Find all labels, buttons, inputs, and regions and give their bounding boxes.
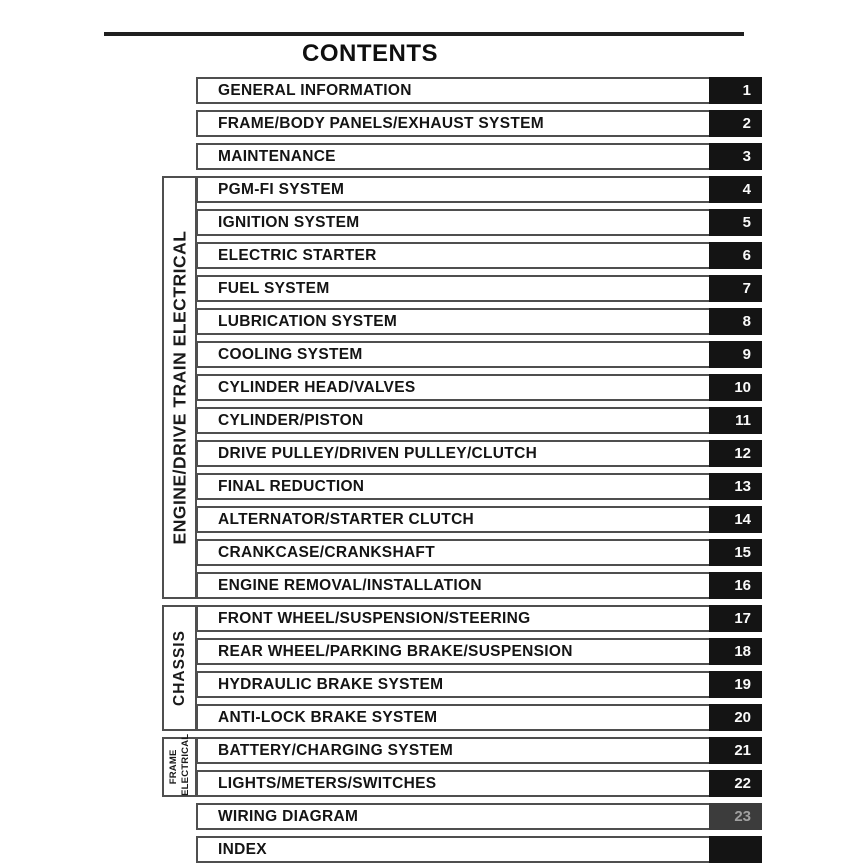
group-label-frame-electrical: FRAME ELECTRICAL [167,733,191,796]
chapter-title: IGNITION SYSTEM [218,213,360,231]
chapter-number-badge: 19 [709,671,762,698]
toc-row-12 [196,440,762,467]
chapter-number-badge: 5 [709,209,762,236]
group-bracket-frame-electrical [162,733,197,797]
toc-row-6 [196,242,762,269]
chapter-title: BATTERY/CHARGING SYSTEM [218,741,454,759]
chapter-number-badge: 23 [709,803,762,830]
chapter-number-badge: 20 [709,704,762,731]
chapter-title: ENGINE REMOVAL/INSTALLATION [218,576,482,594]
chapter-title: MAINTENANCE [218,147,336,165]
toc-row-22 [196,770,762,797]
toc-row-23 [196,803,762,830]
toc-row-5 [196,209,762,236]
chapter-title: LUBRICATION SYSTEM [218,312,398,330]
chapter-title: ALTERNATOR/STARTER CLUTCH [218,510,475,528]
chapter-number-badge: 3 [709,143,762,170]
chapter-title: GENERAL INFORMATION [218,81,412,99]
toc-row-16 [196,572,762,599]
toc-row-index [196,836,762,863]
chapter-number-badge: 22 [709,770,762,797]
chapter-number-badge: 13 [709,473,762,500]
group-bracket-engine-drive-train-electrical [162,176,197,599]
chapter-title: COOLING SYSTEM [218,345,363,363]
toc-row-11 [196,407,762,434]
toc-row-4 [196,176,762,203]
chapter-number-badge: 7 [709,275,762,302]
chapter-title: DRIVE PULLEY/DRIVEN PULLEY/CLUTCH [218,444,538,462]
chapter-number-badge: 1 [709,77,762,104]
chapter-number-badge: 16 [709,572,762,599]
chapter-title: FRONT WHEEL/SUSPENSION/STEERING [218,609,531,627]
chapter-title: REAR WHEEL/PARKING BRAKE/SUSPENSION [218,642,573,660]
chapter-title: CYLINDER HEAD/VALVES [218,378,416,396]
chapter-title: INDEX [218,840,267,858]
group-bracket-chassis [162,605,197,731]
toc-row-3 [196,143,762,170]
toc-row-17 [196,605,762,632]
chapter-title: FRAME/BODY PANELS/EXHAUST SYSTEM [218,114,544,132]
page-title: CONTENTS [302,40,438,67]
toc-row-2 [196,110,762,137]
toc-row-13 [196,473,762,500]
chapter-title: LIGHTS/METERS/SWITCHES [218,774,437,792]
chapter-number-badge: 17 [709,605,762,632]
toc-row-14 [196,506,762,533]
chapter-title: CRANKCASE/CRANKSHAFT [218,543,435,561]
chapter-number-badge: 6 [709,242,762,269]
toc-row-19 [196,671,762,698]
toc-row-21 [196,737,762,764]
chapter-title: ANTI-LOCK BRAKE SYSTEM [218,708,438,726]
toc-row-1 [196,77,762,104]
toc-row-8 [196,308,762,335]
toc-row-10 [196,374,762,401]
chapter-title: HYDRAULIC BRAKE SYSTEM [218,675,444,693]
top-rule [104,32,744,36]
chapter-title: PGM-FI SYSTEM [218,180,345,198]
toc-row-15 [196,539,762,566]
chapter-title: FINAL REDUCTION [218,477,365,495]
group-label-chassis: CHASSIS [170,630,188,706]
chapter-number-badge: 14 [709,506,762,533]
toc-row-9 [196,341,762,368]
chapter-number-badge: 21 [709,737,762,764]
toc-list [196,77,762,863]
chapter-number-badge: 2 [709,110,762,137]
chapter-number-badge: 9 [709,341,762,368]
chapter-number-badge [709,836,762,863]
toc-row-20 [196,704,762,731]
toc-row-7 [196,275,762,302]
group-label-engine-drive-train-electrical: ENGINE/DRIVE TRAIN ELECTRICAL [169,230,189,545]
chapter-number-badge: 11 [709,407,762,434]
chapter-number-badge: 15 [709,539,762,566]
chapter-title: WIRING DIAGRAM [218,807,359,825]
chapter-title: FUEL SYSTEM [218,279,330,297]
chapter-title: ELECTRIC STARTER [218,246,377,264]
chapter-number-badge: 12 [709,440,762,467]
toc-row-18 [196,638,762,665]
chapter-number-badge: 8 [709,308,762,335]
chapter-title: CYLINDER/PISTON [218,411,364,429]
chapter-number-badge: 4 [709,176,762,203]
chapter-number-badge: 18 [709,638,762,665]
chapter-number-badge: 10 [709,374,762,401]
